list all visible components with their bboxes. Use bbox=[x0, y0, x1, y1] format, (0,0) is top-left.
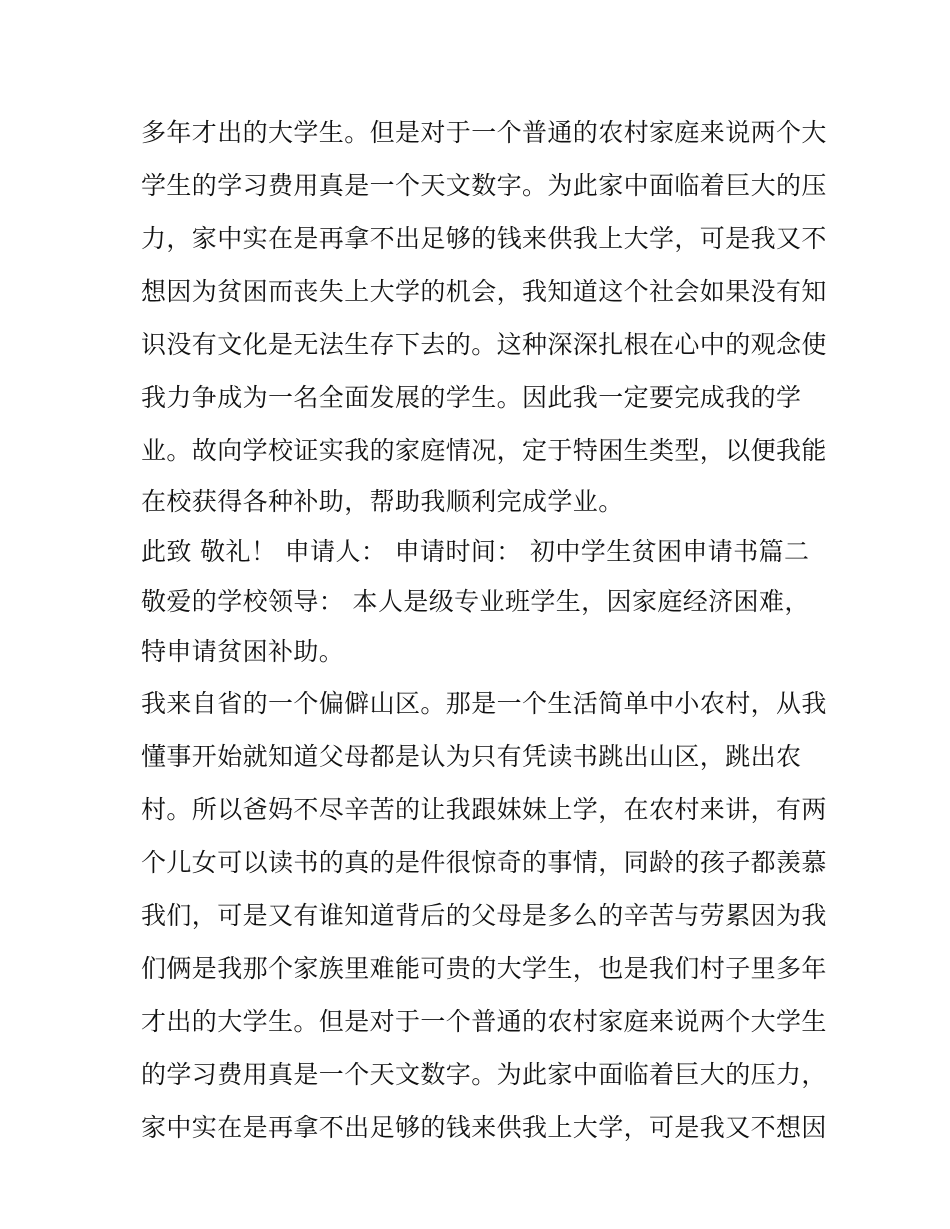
text-line: 识没有文化是无法生存下去的。这种深深扎根在心中的观念使 bbox=[141, 330, 827, 359]
text-line: 才出的大学生。但是对于一个普通的农村家庭来说两个大学生 bbox=[141, 1007, 827, 1036]
text-line: 我们，可是又有谁知道背后的父母是多么的辛苦与劳累因为我 bbox=[141, 901, 827, 930]
text-line: 学生的学习费用真是一个天文数字。为此家中面临着巨大的压 bbox=[141, 171, 827, 200]
text-line: 想因为贫困而丧失上大学的机会，我知道这个社会如果没有知 bbox=[141, 277, 827, 306]
text-line: 家中实在是再拿不出足够的钱来供我上大学，可是我又不想因 bbox=[141, 1113, 827, 1142]
text-line: 个儿女可以读书的真的是件很惊奇的事情，同龄的孩子都羡慕 bbox=[141, 848, 827, 877]
text-line: 我来自省的一个偏僻山区。那是一个生活简单中小农村，从我 bbox=[141, 689, 827, 718]
document-body bbox=[141, 106, 827, 1154]
text-line: 在校获得各种补助，帮助我顺利完成学业。 bbox=[141, 487, 624, 516]
text-line: 业。故向学校证实我的家庭情况，定于特困生类型，以便我能 bbox=[141, 436, 827, 465]
text-line: 多年才出的大学生。但是对于一个普通的农村家庭来说两个大 bbox=[141, 118, 827, 147]
text-line: 懂事开始就知道父母都是认为只有凭读书跳出山区，跳出农 bbox=[141, 742, 802, 771]
text-line: 此致 敬礼！ 申请人： 申请时间： 初中学生贫困申请书篇二 bbox=[141, 537, 810, 566]
text-line: 村。所以爸妈不尽辛苦的让我跟妹妹上学，在农村来讲，有两 bbox=[141, 795, 827, 824]
text-line: 们俩是我那个家族里难能可贵的大学生，也是我们村子里多年 bbox=[141, 954, 827, 983]
text-line: 敬爱的学校领导： 本人是级专业班学生，因家庭经济困难， bbox=[141, 587, 810, 616]
text-line: 力，家中实在是再拿不出足够的钱来供我上大学，可是我又不 bbox=[141, 224, 827, 253]
text-line: 我力争成为一名全面发展的学生。因此我一定要完成我的学 bbox=[141, 383, 802, 412]
text-line: 特申请贫困补助。 bbox=[141, 637, 345, 666]
text-line: 的学习费用真是一个天文数字。为此家中面临着巨大的压力， bbox=[141, 1060, 827, 1089]
